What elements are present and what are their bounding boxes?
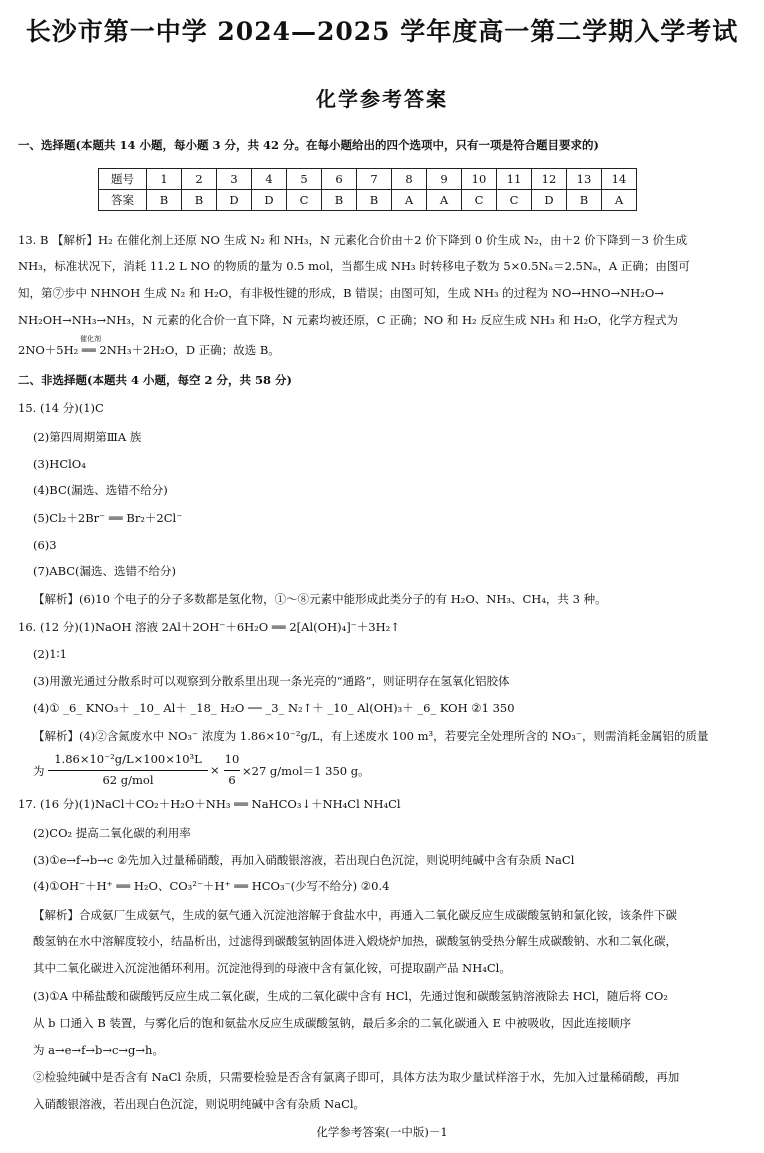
q13-line: 知，第⑦步中 NHNOH 生成 N₂ 和 H₂O，有非极性键的形成，B 错误；由图可知，生成 NH₃ 的过程为 NO→HNO→NH₂O→	[18, 286, 664, 300]
question-number-cell: 5	[287, 169, 322, 190]
question-number-cell: 9	[427, 169, 462, 190]
answer-cell: B	[567, 190, 602, 211]
fraction-denominator: 62 g/mol	[102, 773, 154, 787]
q15-line: (2)第四周期第ⅢA 族	[33, 430, 142, 444]
q16-line: 16. (12 分)(1)NaOH 溶液 2Al＋2OH⁻＋6H₂O ══ 2[Al(OH)₄]⁻＋3H₂↑	[18, 620, 400, 634]
question-number-cell: 12	[532, 169, 567, 190]
q13-line: 2NO＋5H₂ ══ 2NH₃＋2H₂O，D 正确；故选 B。	[18, 343, 280, 357]
q17-analysis-line: 为 a→e→f→b→c→g→h。	[33, 1043, 164, 1057]
q16-line: (2)1∶1	[33, 647, 67, 661]
q13-line: NH₂OH→NH₃→NH₃，N 元素的化合价一直下降，N 元素均被还原，C 正确；NO 和 H₂ 反应生成 NH₃ 和 H₂O，化学方程式为	[18, 313, 679, 327]
q17-analysis-line: 其中二氧化碳进入沉淀池循环利用。沉淀池得到的母液中含有氯化铵，可提取副产品 NH₄Cl。	[33, 961, 511, 975]
exam-title: 长沙市第一中学 2024—2025 学年度高一第二学期入学考试	[25, 17, 739, 46]
question-number-cell: 4	[252, 169, 287, 190]
question-number-cell: 1	[147, 169, 182, 190]
q17-line: (3)①e→f→b→c ②先加入过量稀硝酸，再加入硝酸银溶液，若出现白色沉淀，则说明纯碱中含有杂质 NaCl	[33, 853, 575, 867]
q17-line: 17. (16 分)(1)NaCl＋CO₂＋H₂O＋NH₃ ══ NaHCO₃↓＋NH₄Cl NH₄Cl	[18, 797, 401, 811]
answer-table-answer-row	[99, 190, 637, 211]
fraction-numerator: 10	[224, 752, 240, 766]
fraction-denominator: 6	[228, 773, 236, 787]
q15-line: (3)HClO₄	[33, 457, 86, 471]
document-subtitle: 化学参考答案	[316, 87, 448, 111]
q17-line: (2)CO₂ 提高二氧化碳的利用率	[33, 826, 191, 840]
q15-line: (5)Cl₂＋2Br⁻ ══ Br₂＋2Cl⁻	[33, 511, 183, 525]
q15-line: (7)ABC(漏选、选错不给分)	[33, 564, 177, 578]
answer-cell: D	[217, 190, 252, 211]
fraction-prefix: 为	[33, 764, 45, 778]
q17-line: (4)①OH⁻＋H⁺ ══ H₂O、CO₃²⁻＋H⁺ ══ HCO₃⁻(少写不给分) ②0.4	[33, 879, 390, 893]
q17-analysis-line: 从 b 口通入 B 装置，与雾化后的饱和氨盐水反应生成碳酸氢钠，最后多余的二氧化碳通入 E 中被吸收，因此连接顺序	[33, 1016, 632, 1030]
answer-cell: A	[427, 190, 462, 211]
answer-cell: D	[532, 190, 567, 211]
question-number-cell: 2	[182, 169, 217, 190]
q17-analysis-line: 酸氢钠在水中溶解度较小，结晶析出，过滤得到碳酸氢钠固体进入煅烧炉加热，碳酸氢钠受热分解生成碳酸钠、水和二氧化碳，	[33, 934, 677, 948]
answer-cell: B	[357, 190, 392, 211]
answer-table-number-row	[99, 169, 637, 190]
q17-analysis-line: ②检验纯碱中是否含有 NaCl 杂质，只需要检验是否含有氯离子即可，具体方法为取少量试样溶于水，先加入过量稀硝酸，再加	[33, 1070, 680, 1084]
times-sign: ×	[210, 763, 220, 777]
row-label-number: 题号	[99, 169, 147, 190]
question-number-cell: 8	[392, 169, 427, 190]
answer-cell: C	[462, 190, 497, 211]
question-number-cell: 7	[357, 169, 392, 190]
q15-analysis: 【解析】(6)10 个电子的分子多数都是氢化物，①～⑧元素中能形成此类分子的有 H₂O、NH₃、CH₄，共 3 种。	[33, 592, 607, 606]
section1-heading: 一、选择题(本题共 14 小题，每小题 3 分，共 42 分。在每小题给出的四个选项中，只有一项是符合题目要求的)	[18, 138, 599, 152]
answer-cell: B	[147, 190, 182, 211]
q17-analysis-line: 入硝酸银溶液，若出现白色沉淀，则说明纯碱中含有杂质 NaCl。	[33, 1097, 366, 1111]
question-number-cell: 11	[497, 169, 532, 190]
q16-line: (3)用激光通过分散系时可以观察到分散系里出现一条光亮的“通路”，则证明存在氢氧化铝胶体	[33, 674, 510, 688]
fraction-bar	[48, 770, 208, 771]
question-number-cell: 3	[217, 169, 252, 190]
answer-cell: D	[252, 190, 287, 211]
question-number-cell: 10	[462, 169, 497, 190]
q15-line: (6)3	[33, 538, 57, 552]
page-footer: 化学参考答案(一中版)－1	[316, 1125, 448, 1139]
fraction-bar	[224, 770, 240, 771]
q13-line: 13. B 【解析】H₂ 在催化剂上还原 NO 生成 N₂ 和 NH₃，N 元素化合价由＋2 价下降到 0 价生成 N₂，由＋2 价下降到－3 价生成	[18, 233, 688, 247]
answer-cell: B	[182, 190, 217, 211]
catalyst-label: 催化剂	[80, 335, 101, 343]
q17-analysis-line: (3)①A 中稀盐酸和碳酸钙反应生成二氧化碳，生成的二氧化碳中含有 HCl，先通过饱和碳酸氢钠溶液除去 HCl，随后将 CO₂	[33, 989, 668, 1003]
answer-table	[98, 168, 637, 211]
q16-line: (4)① _6_ KNO₃＋ _10_ Al＋ _18_ H₂O ── _3_ N₂↑＋ _10_ Al(OH)₃＋ _6_ KOH ②1 350	[33, 701, 515, 715]
fraction-numerator: 1.86×10⁻²g/L×100×10³L	[54, 752, 202, 766]
question-number-cell: 14	[602, 169, 637, 190]
answer-cell: C	[497, 190, 532, 211]
q15-line: 15. (14 分)(1)C	[18, 401, 104, 415]
section2-heading: 二、非选择题(本题共 4 小题，每空 2 分，共 58 分)	[18, 373, 292, 387]
question-number-cell: 13	[567, 169, 602, 190]
q13-line: NH₃，标准状况下，消耗 11.2 L NO 的物质的量为 0.5 mol，当都生成 NH₃ 时转移电子数为 5×0.5Nₐ＝2.5Nₐ，A 正确；由图可	[18, 259, 690, 273]
answer-cell: A	[392, 190, 427, 211]
answer-cell: B	[322, 190, 357, 211]
row-label-answer: 答案	[99, 190, 147, 211]
q17-analysis-line: 【解析】合成氨厂生成氨气，生成的氨气通入沉淀池溶解于食盐水中，再通入二氧化碳反应生成碳酸氢钠和氯化铵，该条件下碳	[33, 908, 677, 922]
answer-cell: A	[602, 190, 637, 211]
fraction-result: ×27 g/mol＝1 350 g。	[242, 764, 370, 778]
question-number-cell: 6	[322, 169, 357, 190]
q15-line: (4)BC(漏选、选错不给分)	[33, 483, 168, 497]
answer-cell: C	[287, 190, 322, 211]
q16-analysis: 【解析】(4)②含氮废水中 NO₃⁻ 浓度为 1.86×10⁻²g/L，有上述废水 100 m³，若要完全处理所含的 NO₃⁻，则需消耗金属铝的质量	[33, 729, 709, 743]
